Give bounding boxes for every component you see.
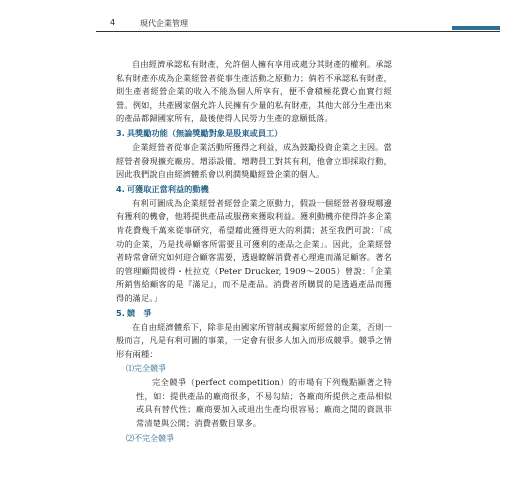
paragraph-incentive: 企業經營者從事企業活動所獲得之利益，成為鼓勵投資企業之主因。當經營者發現擴充廠房、增添設備、增聘員工對其有利，他會立即採取行動，因此我們說自由經濟體系會以利潤獎勵經營企業的個人。	[116, 141, 392, 180]
section-title: 具獎勵功能（無論獎勵對象是股東或員工）	[126, 127, 283, 138]
page-number: 4	[110, 18, 116, 27]
paragraph-profit-motive: 有利可圖成為企業經營者經營企業之原動力，假設一個經營者發現哪邊有獲利的機會，他將提供產品或服務來獲取利益。獲利動機亦使得許多企業肯花費幾千萬來從事研究，希望藉此獲得更大的利潤；甚至我們可說：「成功的企業，乃是找尋顧客所需要且可獲利的產品之企業」。因此，企業經營者時常會研究如何迎合顧客需要，透過瞭解消費者心理進而滿足顧客。著名的管理顧問彼得・杜拉克（Peter Drucker, 1909～2005）曾說：「企業所銷售給顧客的是『滿足』，而不是產品。消費者所購買的是透過產品而獲得的滿足。」	[116, 197, 392, 303]
paragraph-perfect-competition: 完全競爭（perfect competition）的市場有下列幾點顯著之特性，如：提供產品的廠商很多，不易勾結；各廠商所提供之產品相似或具有替代性；廠商要加入或退出生產均很容易；廠商之間的資訊非常清楚與公開；消費者數目眾多。	[136, 377, 392, 429]
section-number: 4.	[116, 183, 125, 194]
section-heading-3	[116, 127, 392, 140]
section-title: 可獲取正當利益的動機	[126, 183, 209, 194]
section-heading-5	[116, 307, 392, 320]
subsection-heading-perfect-competition: ⑴完全競爭	[126, 364, 166, 374]
paragraph-private-property: 自由經濟承認私有財產，允許個人擁有享用或處分其財產的權利。承認私有財產亦成為企業經營者從事生產活動之原動力；倘若不承認私有財產，則生產者經營企業的收入不能為個人所享有，便不會積極花費心血實行經營。例如，共產國家個允許人民擁有少量的私有財產，其他大部分生產出來的產品都歸國家所有，最後使得人民勞力生產的意願低落。	[116, 59, 392, 124]
section-number: 5.	[116, 307, 125, 318]
paragraph-competition: 在自由經濟體系下，除非是由國家所管制或獨家所經營的企業，否則一般而言，凡是有利可圖的事業，一定會有很多人加入而形成競爭。競爭之情形有兩種：	[116, 321, 392, 359]
subsection-heading-imperfect-competition: ⑵不完全競爭	[126, 433, 174, 443]
section-title: 競 爭	[126, 307, 152, 318]
page-body	[116, 58, 392, 446]
running-header	[96, 18, 486, 32]
header-accent-bar	[452, 26, 500, 30]
book-title: 現代企業管理	[140, 19, 188, 28]
section-heading-4	[116, 183, 392, 196]
section-number: 3.	[116, 127, 125, 138]
header-rule	[96, 31, 500, 32]
